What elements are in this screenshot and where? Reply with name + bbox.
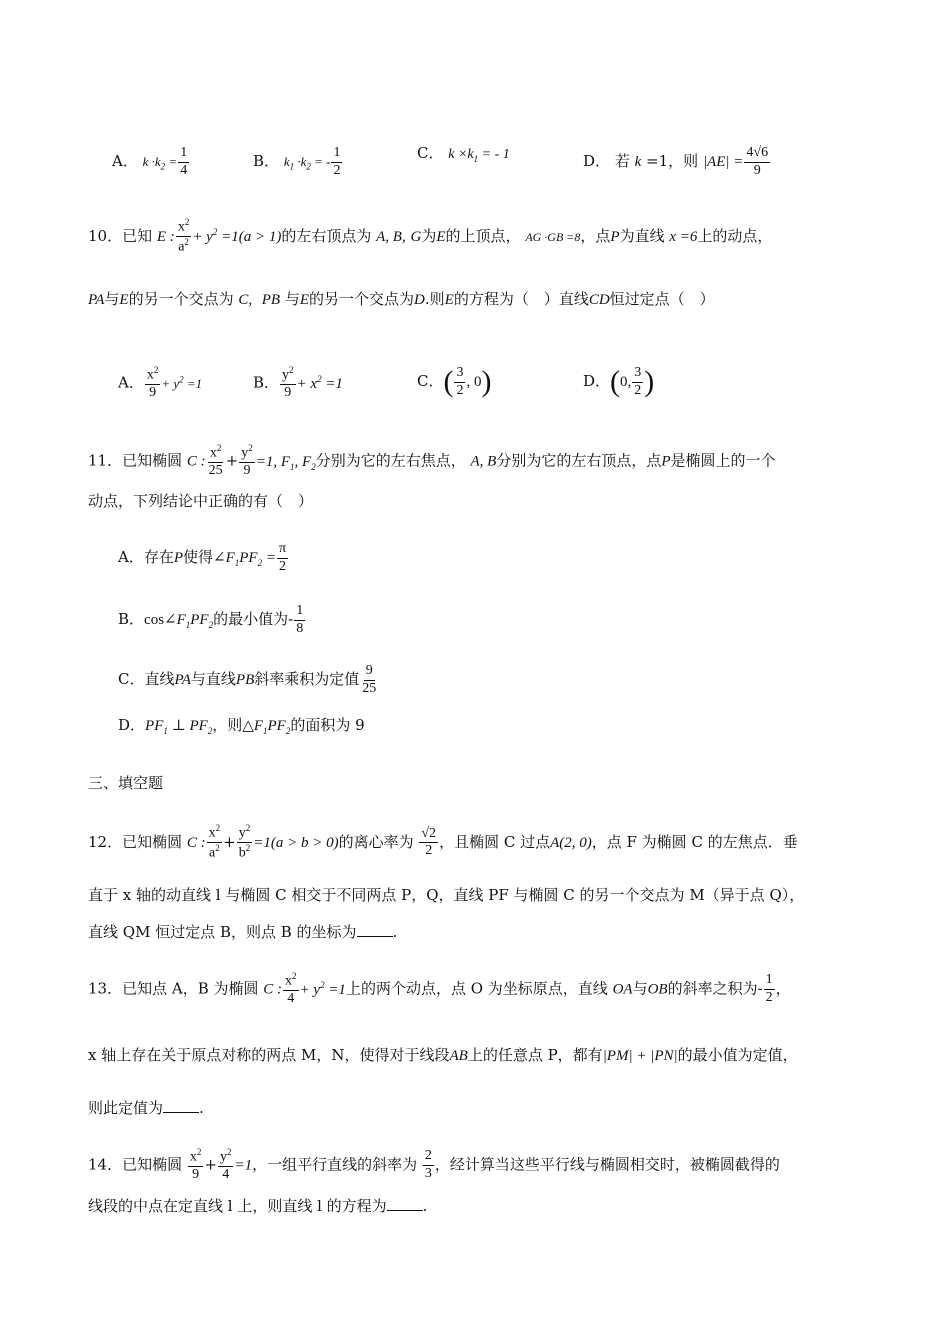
q12-line3: 直线 QM 恒过定点 B，则点 B 的坐标为 . (88, 923, 398, 941)
q11-option-d: D．$PF_1$ ⊥ $PF_2$，则$\triangle F_1PF_2$的面积为 9 (118, 716, 365, 736)
answer-blank[interactable] (387, 1198, 423, 1211)
q10-option-c: C．( $\frac{3}{2}$ , 0) (417, 365, 492, 399)
q13-line2: x 轴上存在关于原点对称的两点 M，N，使得对于线段AB上的任意点 P，都有|PM| + |PN|的最小值为定值， (88, 1046, 798, 1064)
q14-line1: 14．已知椭圆 $\frac{x^2}{9}$ + $\frac{y^2}{4}$ =1，一组平行直线的斜率为 $\frac{2}{3}$ ，经计算当这些平行线与椭圆相交时，被椭圆截得的 (88, 1147, 780, 1183)
q12-line1: 12．已知椭圆 C : $\frac{x^2}{a^2}$ + $\frac{y^2}{b^2}$ =1(a > b > 0)的离心率为 $\frac{√2}{2}$ ，且椭圆 C 过点A(2, 0)，点 F 为椭圆 C 的左焦点．垂 (88, 823, 798, 861)
q10-option-d: D．(0, $\frac{3}{2}$ ) (583, 365, 655, 399)
q12-line2: 直于 x 轴的动直线 l 与椭圆 C 相交于不同两点 P，Q，直线 PF 与椭圆 C 的另一个交点为 M（异于点 Q）， (88, 886, 805, 904)
q13-line1: 13．已知点 A，B 为椭圆 C : $\frac{x^2}{4}$ + $y^2 =1$上的两个动点，点 O 为坐标原点，直线 OA与OB的斜率之积为- $\frac{1}{2}$ ， (88, 971, 791, 1007)
q9-option-d: D． 若 k =1，则 |AE| = $\frac{4√6}{9}$ (583, 145, 769, 178)
answer-blank[interactable] (163, 1100, 199, 1113)
q11-option-c: C．直线PA与直线PB斜率乘积为定值 $\frac{9}{25}$ (118, 663, 377, 696)
answer-blank[interactable] (357, 924, 393, 937)
q10-line2: PA与E的另一个交点为 C, PB 与E的另一个交点为D.则E的方程为（ ）直线CD恒过定点（ ） (88, 290, 715, 308)
q11-option-b: B．$\cos\angle F_1PF_2$的最小值为- $\frac{1}{8}$ (118, 603, 304, 636)
q11-option-a: A．存在P使得$\angle F_1PF_2$ = $\frac{\pi}{2}$ (118, 541, 287, 574)
q11-line2: 动点，下列结论中正确的有（ ） (88, 492, 314, 510)
q13-line3: 则此定值为 . (88, 1099, 204, 1117)
q9-option-b: B． $k_1 \cdot k_2$ = - $\frac{1}{2}$ (253, 145, 341, 178)
q9-option-c: C． $k \times k_1$ = - 1 (417, 144, 510, 164)
q14-line2: 线段的中点在定直线 l 上，则直线 l 的方程为 . (88, 1197, 428, 1215)
section-heading: 三、填空题 (88, 774, 164, 792)
q11-line1: 11．已知椭圆 C : $\frac{x^2}{25}$ + $\frac{y^2}{9}$ =1, $F_1$, $F_2$分别为它的左右焦点， A, B分别为它的左右顶点，点P是椭圆上的一个 (88, 443, 776, 479)
q10-option-b: B． $\frac{y^2}{9}$ + $x^2 =1$ (253, 365, 343, 401)
q10-line1: 10．已知 E : $\frac{x^2}{a^2}$ + $y^2 =1(a > 1)$的左右顶点为 A, B, G为E的上顶点， AG ·GB =8，点P为直线 x =6上的动点， (88, 217, 773, 255)
q9-option-a: A． $k \cdot k_2$ = $\frac{1}{4}$ (112, 145, 188, 178)
q10-option-a: A． $\frac{x^2}{9}$ + $y^2 =1$ (118, 365, 203, 401)
